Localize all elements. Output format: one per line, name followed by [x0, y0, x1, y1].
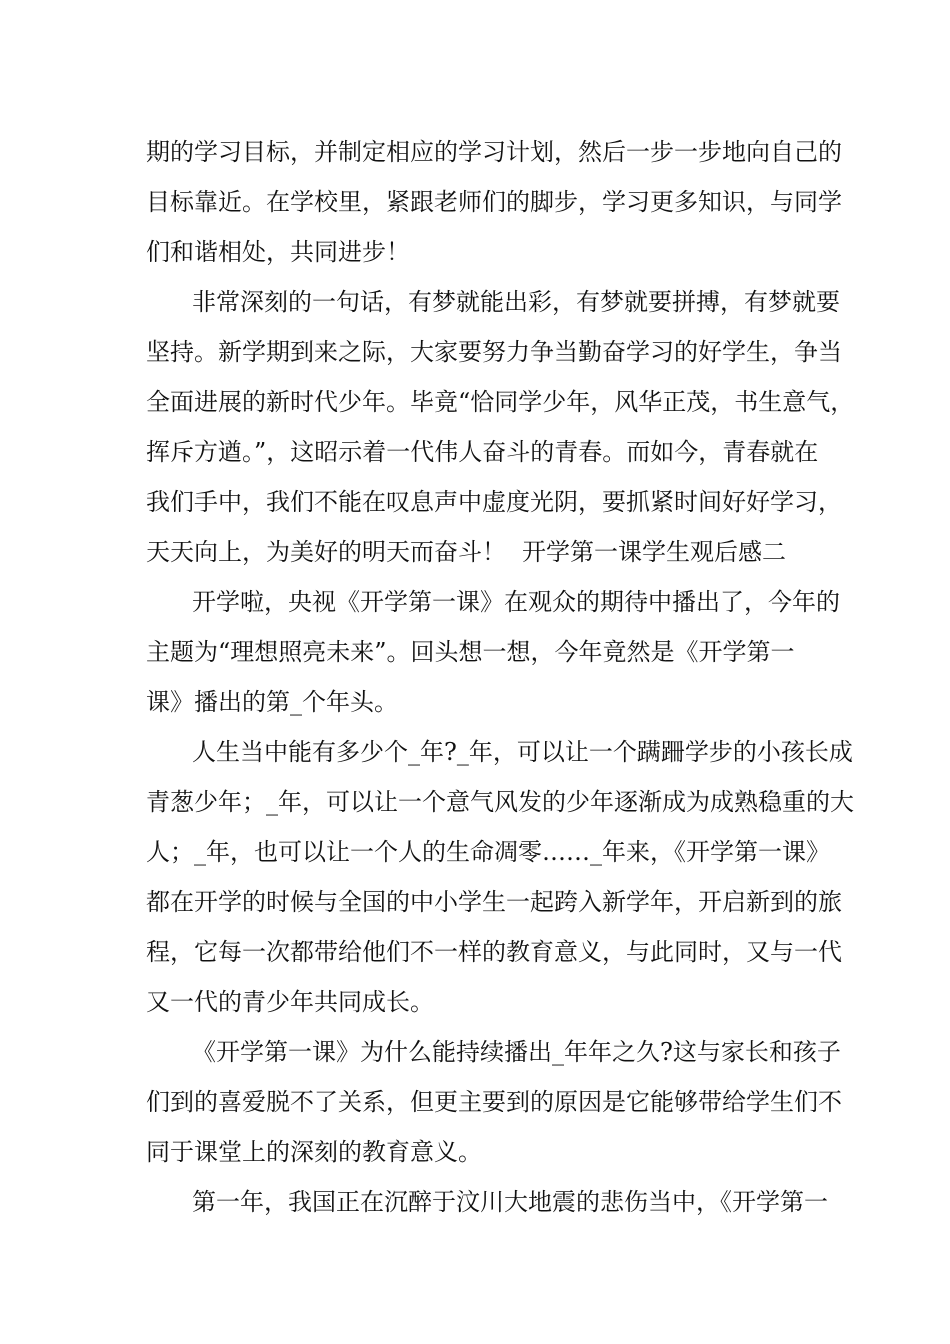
- text-line: 期的学习目标，并制定相应的学习计划，然后一步一步地向自己的: [146, 138, 842, 166]
- text-line: 全面进展的新时代少年。毕竟“恰同学少年，风华正茂，书生意气，: [146, 388, 855, 416]
- section-heading: 开学第一课学生观后感二: [522, 538, 786, 566]
- text-line: 们和谐相处，共同进步！: [146, 238, 410, 266]
- text-line: 课》播出的第_个年头。: [146, 688, 398, 716]
- paragraph-first-line: 非常深刻的一句话，有梦就能出彩，有梦就要拼搏，有梦就要: [192, 288, 840, 316]
- paragraph-first-line: 第一年，我国正在沉醉于汶川大地震的悲伤当中，《开学第一: [192, 1188, 828, 1216]
- text-line: 都在开学的时候与全国的中小学生一起跨入新学年，开启新到的旅: [146, 888, 842, 916]
- paragraph-first-line: 《开学第一课》为什么能持续播出_年年之久?这与家长和孩子: [192, 1038, 841, 1066]
- paragraph-first-line: 开学啦，央视《开学第一课》在观众的期待中播出了，今年的: [192, 588, 840, 616]
- text-line: 坚持。新学期到来之际，大家要努力争当勤奋学习的好学生，争当: [146, 338, 842, 366]
- text-line: 天天向上，为美好的明天而奋斗！: [146, 538, 506, 566]
- text-line: 挥斥方遒。”，这昭示着一代伟人奋斗的青春。而如今，青春就在: [146, 438, 819, 466]
- text-line: 人；_年，也可以让一个人的生命凋零……_年来，《开学第一课》: [146, 838, 830, 866]
- text-line: 主题为“理想照亮未来”。回头想一想，今年竟然是《开学第一: [146, 638, 795, 666]
- text-line: 青葱少年；_年，可以让一个意气风发的少年逐渐成为成熟稳重的大: [146, 788, 854, 816]
- text-line: 我们手中，我们不能在叹息声中虚度光阴，要抓紧时间好好学习，: [146, 488, 842, 516]
- text-line: 又一代的青少年共同成长。: [146, 988, 434, 1016]
- text-line: 程，它每一次都带给他们不一样的教育意义，与此同时，又与一代: [146, 938, 842, 966]
- paragraph-first-line: 人生当中能有多少个_年?_年，可以让一个蹒跚学步的小孩长成: [192, 738, 853, 766]
- text-line: 们到的喜爱脱不了关系，但更主要到的原因是它能够带给学生们不: [146, 1088, 842, 1116]
- text-line: 目标靠近。在学校里，紧跟老师们的脚步，学习更多知识，与同学: [146, 188, 842, 216]
- text-line: 同于课堂上的深刻的教育意义。: [146, 1138, 482, 1166]
